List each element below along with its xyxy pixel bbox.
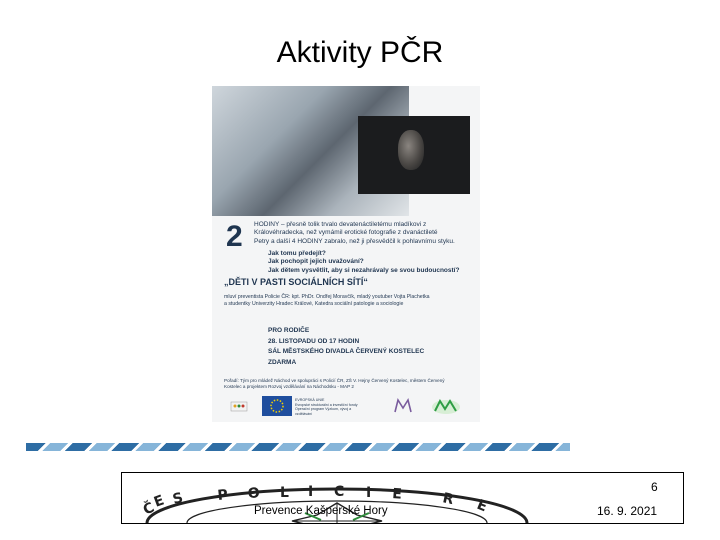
poster-question: Jak dětem vysvětlit, aby si nezahrávaly se svou budoucností? — [268, 266, 460, 274]
poster-intro-line: HODINY – přesně tolik trvalo devatenáctiletému mladíkovi z — [254, 221, 427, 228]
eu-flag-icon — [262, 396, 292, 416]
svg-text:Č: Č — [140, 499, 157, 519]
poster-questions — [268, 250, 459, 275]
slide-date: 16. 9. 2021 — [597, 504, 658, 518]
poster-speakers — [224, 294, 430, 308]
event-price: ZDARMA — [268, 358, 297, 366]
svg-text:I: I — [308, 484, 314, 500]
svg-text:E: E — [391, 486, 403, 503]
poster-inset-photo — [358, 116, 470, 194]
poster-headline: „DĚTI V PASTI SOCIÁLNÍCH SÍTÍ“ — [224, 277, 368, 287]
poster-intro — [254, 221, 476, 246]
eu-logo-text: EVROPSKÁ UNIE — [295, 398, 325, 402]
svg-text:I: I — [366, 485, 372, 501]
stars-logo — [226, 396, 252, 416]
svg-text:O: O — [247, 485, 261, 502]
slide-footer — [121, 472, 684, 524]
poster-logos — [226, 396, 466, 418]
poster-speakers-line: mluví preventista Policie ČR: kpt. PhDr. Ondřej Moravčík, mladý youtuber Vojta Plachetka — [224, 294, 430, 300]
svg-text:C: C — [334, 484, 345, 500]
svg-text:E: E — [151, 492, 167, 511]
event-venue: SÁL MĚSTSKÉHO DIVADLA ČERVENÝ KOSTELEC — [268, 348, 425, 355]
event-poster — [212, 86, 480, 422]
poster-event-details — [268, 326, 424, 368]
poster-organizers-line: Pořadí: Tým pro mládež Náchod ve spolupráci s Policií ČR, ZŠ V. Hejny Červený Kostelec, městem Červený — [224, 378, 445, 383]
slide-title: Aktivity PČR — [276, 36, 444, 69]
poster-intro-line: Petry a další 4 HODINY zabralo, než ji přesvědčil k pohlavnímu styku. — [254, 237, 455, 245]
footer-organization: Prevence Kašperské Hory — [254, 505, 388, 517]
eu-logo-text: Operační program Výzkum, vývoj a vzdělávání — [295, 407, 352, 416]
poster-big-number: 2 — [226, 220, 243, 253]
svg-text:P: P — [216, 486, 229, 504]
poster-question: Jak pochopit jejich uvažování? — [268, 258, 364, 266]
map-logo — [430, 396, 462, 416]
event-date: 28. LISTOPADU OD 17 HODIN — [268, 337, 360, 345]
poster-question: Jak tomu předejít? — [268, 250, 326, 257]
eu-logo — [262, 396, 358, 416]
decorative-stripe — [26, 443, 570, 451]
svg-text:L: L — [280, 485, 289, 501]
poster-intro-line: Královéhradecka, než vymámil erotické fotografie z dvanáctileté — [254, 229, 438, 237]
poster-speakers-line: a studentky Univerzity Hradec Králové, Katedra sociální patologie a sociologie — [224, 301, 404, 307]
slide-page-number: 6 — [651, 480, 658, 494]
poster-organizers-line: Kostelec a projektem Rozvoj vzdělávání na Náchodsku - MAP 2 — [224, 384, 354, 389]
event-audience: PRO RODIČE — [268, 327, 310, 334]
svg-text:S: S — [171, 489, 185, 508]
svg-text:E: E — [474, 496, 490, 516]
msmt-logo — [392, 396, 414, 416]
eu-logo-text: Evropské strukturální a investiční fondy — [295, 402, 358, 407]
svg-text:R: R — [441, 490, 456, 509]
man-portrait — [398, 130, 424, 170]
poster-organizers — [224, 378, 445, 390]
